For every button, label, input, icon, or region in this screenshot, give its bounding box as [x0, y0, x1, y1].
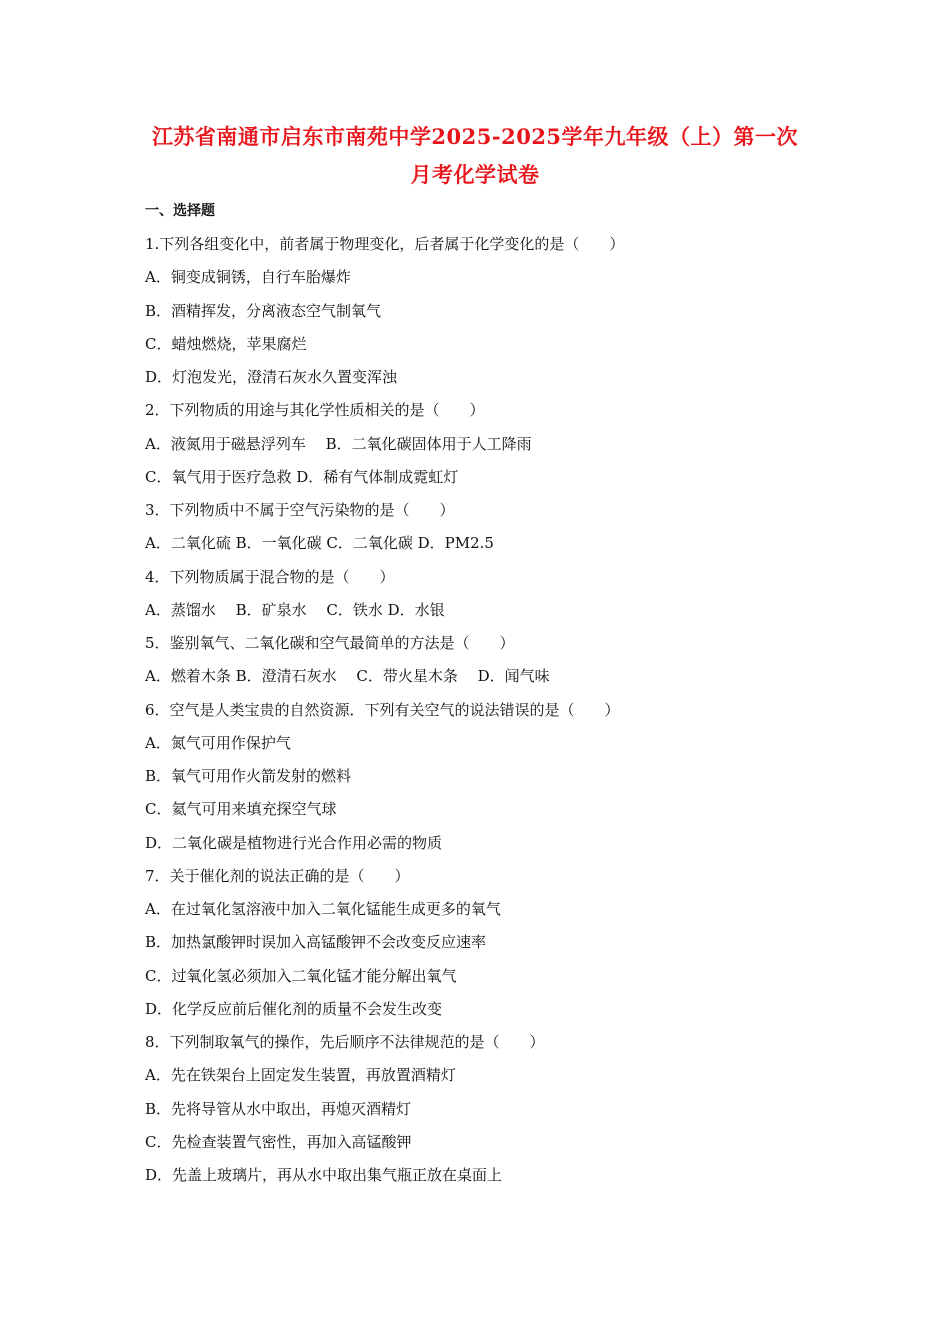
question-line: 4．下列物质属于混合物的是（ ） [145, 567, 395, 586]
option-line: D．灯泡发光，澄清石灰水久置变浑浊 [145, 368, 398, 386]
question-line: 8．下列制取氧气的操作，先后顺序不法律规范的是（ ） [145, 1033, 545, 1051]
option-line: B．氧气可用作火箭发射的燃料 [145, 767, 352, 785]
option-line: C．氧气用于医疗急救 D．稀有气体制成霓虹灯 [145, 467, 459, 486]
option-line: A．铜变成铜锈，自行车胎爆炸 [145, 268, 351, 287]
option-line: A．蒸馏水 B．矿泉水 C．铁水 D．水银 [145, 600, 445, 619]
option-line: A．先在铁架台上固定发生装置，再放置酒精灯 [145, 1066, 456, 1085]
document-title-line-2: 月考化学试卷 [410, 162, 540, 187]
option-line: B．先将导管从水中取出，再熄灭酒精灯 [145, 1099, 412, 1118]
section-heading: 一、选择题 [145, 203, 215, 219]
question-line: 1.下列各组变化中，前者属于物理变化，后者属于化学变化的是（ ） [145, 235, 625, 253]
question-line: 7．关于催化剂的说法正确的是（ ） [145, 866, 410, 885]
question-line: 2．下列物质的用途与其化学性质相关的是（ ） [145, 401, 485, 420]
option-line: C．蜡烛燃烧，苹果腐烂 [145, 334, 307, 353]
question-line: 3．下列物质中不属于空气污染物的是（ ） [145, 501, 455, 519]
document-title-line-1: 江苏省南通市启东市南苑中学2025-2025学年九年级（上）第一次 [151, 124, 799, 149]
question-line: 5．鉴别氧气、二氧化碳和空气最简单的方法是（ ） [145, 634, 515, 652]
question-list [145, 231, 865, 1195]
option-line: D．化学反应前后催化剂的质量不会发生改变 [145, 999, 443, 1018]
option-line: C．先检查装置气密性，再加入高锰酸钾 [145, 1132, 412, 1151]
option-line: C．过氧化氢必须加入二氧化锰才能分解出氧气 [145, 966, 457, 985]
option-line: D．二氧化碳是植物进行光合作用必需的物质 [145, 833, 443, 852]
option-line: B．加热氯酸钾时误加入高锰酸钾不会改变反应速率 [145, 933, 487, 952]
option-line: C．氦气可用来填充探空气球 [145, 800, 337, 819]
option-line: A．在过氧化氢溶液中加入二氧化锰能生成更多的氧气 [145, 900, 501, 918]
option-line: A．燃着木条 B．澄清石灰水 C．带火星木条 D．闻气味 [145, 667, 550, 686]
option-line: B．酒精挥发，分离液态空气制氧气 [145, 301, 382, 320]
option-line: D．先盖上玻璃片，再从水中取出集气瓶正放在桌面上 [145, 1166, 503, 1184]
option-line: A．氮气可用作保护气 [145, 733, 291, 752]
question-line: 6．空气是人类宝贵的自然资源．下列有关空气的说法错误的是（ ） [145, 700, 620, 719]
option-line: A．二氧化硫 B．一氧化碳 C．二氧化碳 D．PM2.5 [145, 534, 494, 553]
option-line: A．液氮用于磁悬浮列车 B．二氧化碳固体用于人工降雨 [145, 434, 532, 453]
